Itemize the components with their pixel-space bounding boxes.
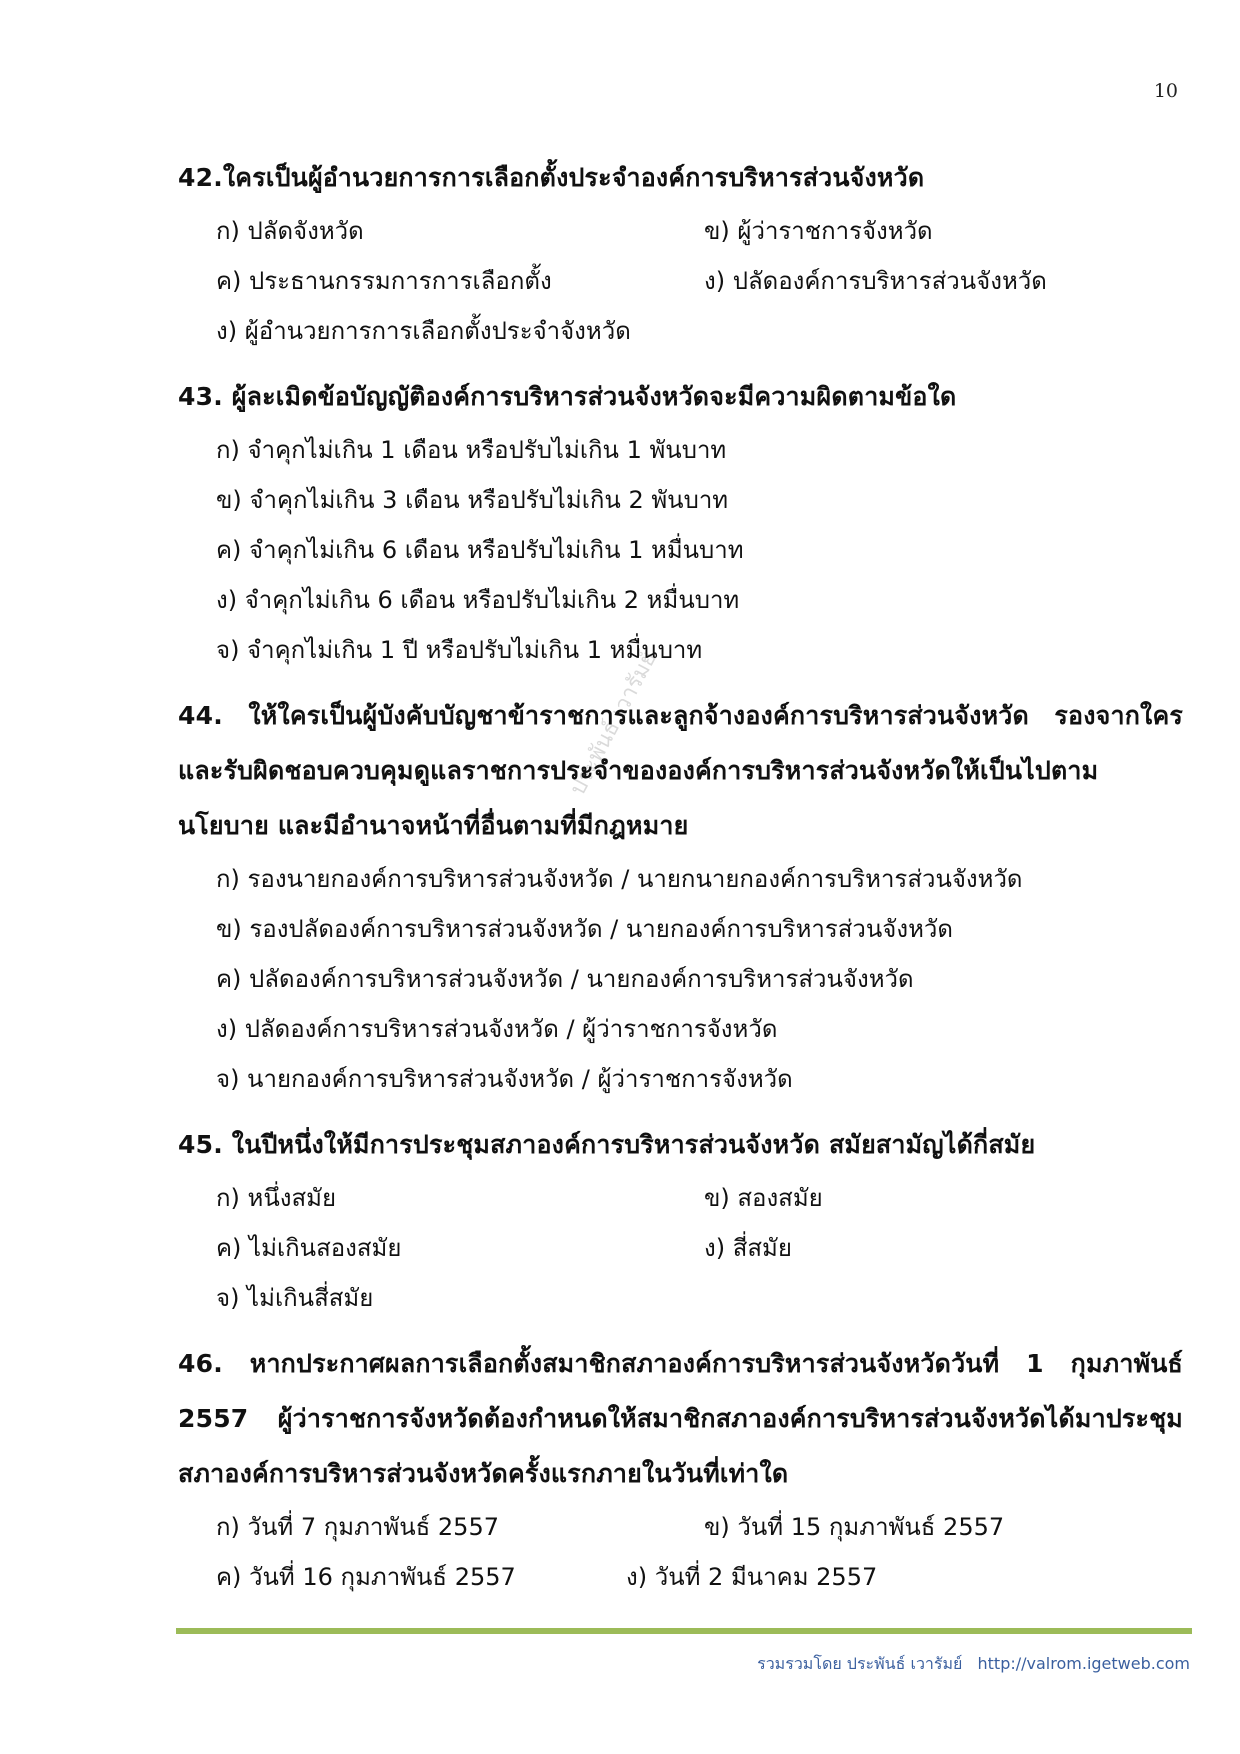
- option-row: [216, 1501, 1183, 1551]
- footer-author: รวมรวมโดย ประพันธ์ เวารัมย์: [757, 1654, 963, 1673]
- option: ง) วันที่ 2 มีนาคม 2557: [626, 1562, 878, 1591]
- option: ง) ผู้อำนวยการการเลือกตั้งประจำจังหวัด: [216, 316, 631, 345]
- options: [216, 853, 1183, 1103]
- option-row: [216, 574, 1183, 624]
- option-row: [216, 255, 1183, 305]
- question-46: [178, 1336, 1183, 1601]
- page-content: [178, 150, 1183, 1601]
- option-row: [216, 1222, 1183, 1272]
- footer: [757, 1652, 1190, 1677]
- footer-url-link[interactable]: http://valrom.igetweb.com: [977, 1654, 1190, 1673]
- question-text: 42.ใครเป็นผู้อำนวยการการเลือกตั้งประจำองค์การบริหารส่วนจังหวัด: [178, 163, 925, 192]
- question-45: [178, 1117, 1183, 1322]
- option: ง) ปลัดองค์การบริหารส่วนจังหวัด / ผู้ว่าราชการจังหวัด: [216, 1014, 778, 1043]
- option-row: [216, 903, 1183, 953]
- option-row: [216, 1003, 1183, 1053]
- option-row: [216, 424, 1183, 474]
- option-row: [216, 624, 1183, 674]
- option: ง) ปลัดองค์การบริหารส่วนจังหวัด: [704, 266, 1047, 295]
- question-44: [178, 688, 1183, 1103]
- option: จ) ไม่เกินสี่สมัย: [216, 1283, 374, 1312]
- option-row: [216, 305, 1183, 355]
- options: [216, 205, 1183, 355]
- option-row: [216, 474, 1183, 524]
- option-row: [216, 953, 1183, 1003]
- option-row: [216, 1272, 1183, 1322]
- option-row: [216, 1551, 1183, 1601]
- option-row: [216, 1053, 1183, 1103]
- option: ค) จำคุกไม่เกิน 6 เดือน หรือปรับไม่เกิน 1 หมื่นบาท: [216, 535, 744, 564]
- option: ก) จำคุกไม่เกิน 1 เดือน หรือปรับไม่เกิน 1 พันบาท: [216, 435, 727, 464]
- footer-divider: [176, 1628, 1192, 1634]
- option-row: [216, 1172, 1183, 1222]
- question-text: 45. ในปีหนึ่งให้มีการประชุมสภาองค์การบริหารส่วนจังหวัด สมัยสามัญได้กี่สมัย: [178, 1130, 1036, 1159]
- question-text: 43. ผู้ละเมิดข้อบัญญัติองค์การบริหารส่วนจังหวัดจะมีความผิดตามข้อใด: [178, 382, 957, 411]
- options: [216, 424, 1183, 674]
- option: ข) รองปลัดองค์การบริหารส่วนจังหวัด / นายกองค์การบริหารส่วนจังหวัด: [216, 914, 953, 943]
- option: จ) จำคุกไม่เกิน 1 ปี หรือปรับไม่เกิน 1 หมื่นบาท: [216, 635, 703, 664]
- option-row: [216, 853, 1183, 903]
- question-text: 46. หากประกาศผลการเลือกตั้งสมาชิกสภาองค์การบริหารส่วนจังหวัดวันที่ 1 กุมภาพันธ์ 2557 ผู้ว่าราชการจังหวัดต้องกำหนดให้สมาชิกสภาองค์การบริหารส่วนจังหวัดได้มาประชุมสภาองค์การบริหารส่วนจังหวัดครั้งแรกภายในวันที่เท่าใด: [178, 1349, 1183, 1488]
- question-42: [178, 150, 1183, 355]
- option: ง) จำคุกไม่เกิน 6 เดือน หรือปรับไม่เกิน 2 หมื่นบาท: [216, 585, 740, 614]
- option: ค) ปลัดองค์การบริหารส่วนจังหวัด / นายกองค์การบริหารส่วนจังหวัด: [216, 964, 914, 993]
- option: ข) สองสมัย: [704, 1183, 823, 1212]
- option: ค) วันที่ 16 กุมภาพันธ์ 2557: [216, 1562, 516, 1591]
- option: ค) ไม่เกินสองสมัย: [216, 1233, 402, 1262]
- option: ข) จำคุกไม่เกิน 3 เดือน หรือปรับไม่เกิน 2 พันบาท: [216, 485, 729, 514]
- options: [216, 1501, 1183, 1601]
- option: ข) ผู้ว่าราชการจังหวัด: [704, 216, 933, 245]
- option: ก) ปลัดจังหวัด: [216, 216, 364, 245]
- option-row: [216, 205, 1183, 255]
- option: จ) นายกองค์การบริหารส่วนจังหวัด / ผู้ว่าราชการจังหวัด: [216, 1064, 793, 1093]
- option: ง) สี่สมัย: [704, 1233, 792, 1262]
- option-row: [216, 524, 1183, 574]
- option: ก) หนึ่งสมัย: [216, 1183, 336, 1212]
- question-text: 44. ให้ใครเป็นผู้บังคับบัญชาข้าราชการและลูกจ้างองค์การบริหารส่วนจังหวัด รองจากใคร และรับผิดชอบควบคุมดูแลราชการประจำขององค์การบริหารส่วนจังหวัดให้เป็นไปตามนโยบาย และมีอำนาจหน้าที่อื่นตามที่มีกฎหมาย: [178, 701, 1183, 840]
- option: ข) วันที่ 15 กุมภาพันธ์ 2557: [704, 1512, 1005, 1541]
- option: ก) รองนายกองค์การบริหารส่วนจังหวัด / นายกนายกองค์การบริหารส่วนจังหวัด: [216, 864, 1023, 893]
- question-43: [178, 369, 1183, 674]
- option: ค) ประธานกรรมการการเลือกตั้ง: [216, 266, 552, 295]
- options: [216, 1172, 1183, 1322]
- watermark: ประพันธ์ เวารัมย์: [565, 647, 663, 800]
- option: ก) วันที่ 7 กุมภาพันธ์ 2557: [216, 1512, 499, 1541]
- page-number: 10: [1153, 80, 1178, 102]
